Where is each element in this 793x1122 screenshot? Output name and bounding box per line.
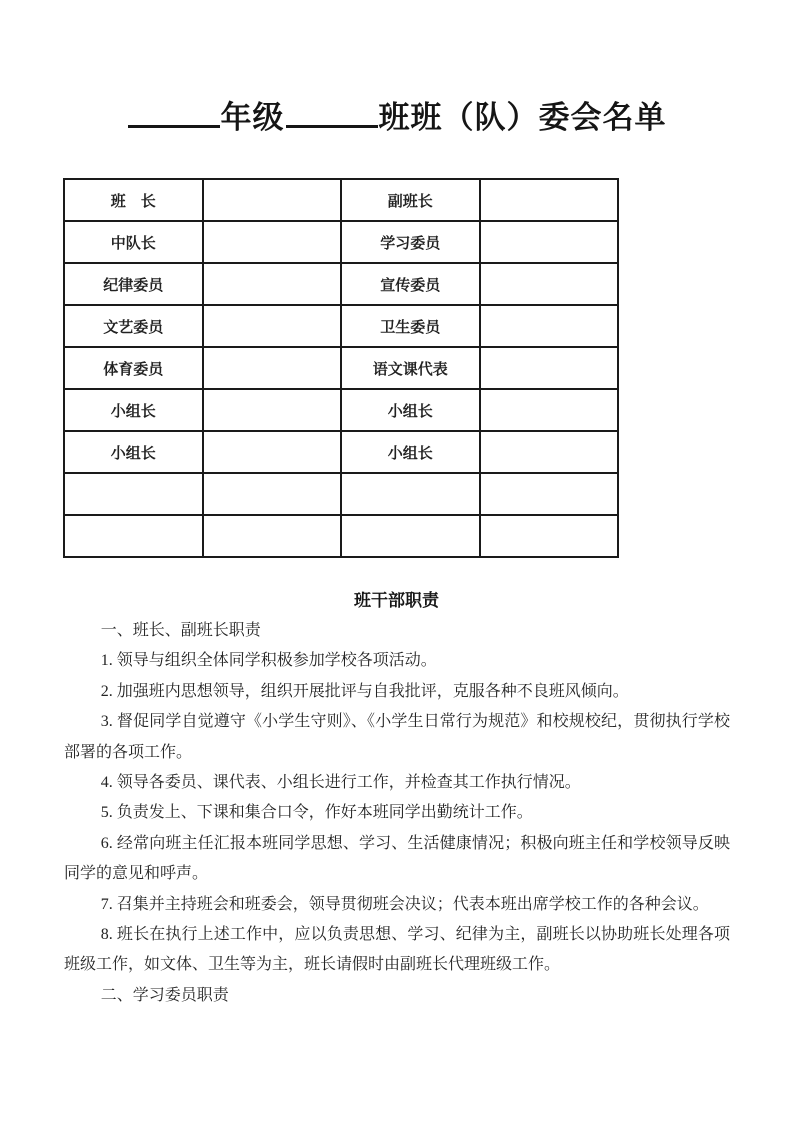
duty-paragraph: 2. 加强班内思想领导，组织开展批评与自我批评，克服各种不良班风倾向。 [100,682,629,700]
name-cell [203,473,342,515]
name-cell [203,431,342,473]
name-cell [203,389,342,431]
grade-blank-underline [128,96,220,128]
name-cell [480,431,619,473]
duty-paragraph: 1. 领导与组织全体同学积极参加学校各项活动。 [100,652,437,670]
name-cell [203,515,342,557]
duties-text-block [64,616,730,1011]
duty-paragraph: 3. 督促同学自觉遵守《小学生守则》、《小学生日常行为规范》和校规校纪，贯彻执行学校部署的各项工作。 [64,713,730,761]
table-row [64,347,618,389]
name-cell [480,515,619,557]
table-row [64,431,618,473]
name-cell [480,347,619,389]
duties-heading: 班干部职责 [354,591,439,610]
table-row [64,305,618,347]
role-cell [64,473,203,515]
role-cell [64,515,203,557]
class-blank-underline [286,96,378,128]
duty-paragraph: 8. 班长在执行上述工作中，应以负责思想、学习、纪律为主，副班长以协助班长处理各项班级工作，如文体、卫生等为主，班长请假时由副班长代理班级工作。 [64,926,730,974]
table-row [64,473,618,515]
name-cell [480,389,619,431]
name-cell [203,221,342,263]
name-cell [480,263,619,305]
table-row [64,263,618,305]
role-cell: 语文课代表 [341,347,480,389]
duty-paragraph: 4. 领导各委员、课代表、小组长进行工作，并检查其工作执行情况。 [100,774,581,792]
role-cell: 学习委员 [341,221,480,263]
role-cell: 小组长 [64,431,203,473]
role-cell: 小组长 [64,389,203,431]
role-cell: 小组长 [341,389,480,431]
duty-paragraph: 6. 经常向班主任汇报本班同学思想、学习、生活健康情况；积极向班主任和学校领导反映同学的意见和呼声。 [64,834,730,883]
role-cell: 宣传委员 [341,263,480,305]
name-cell [480,305,619,347]
committee-roster-table [63,178,619,558]
table-row [64,221,618,263]
role-cell: 体育委员 [64,347,203,389]
role-cell: 卫生委员 [341,305,480,347]
role-cell: 副班长 [341,179,480,221]
name-cell [480,473,619,515]
page-title [0,92,793,137]
table-row [64,179,618,221]
role-cell: 纪律委员 [64,263,203,305]
duty-paragraph: 一、班长、副班长职责 [100,622,261,639]
table-row [64,515,618,557]
name-cell [203,263,342,305]
name-cell [203,347,342,389]
title-rest-label: 班班（队）委会名单 [378,100,667,135]
table-row [64,389,618,431]
duty-paragraph: 二、学习委员职责 [100,986,229,1004]
duty-paragraph: 7. 召集并主持班会和班委会，领导贯彻班会决议；代表本班出席学校工作的各种会议。 [100,895,709,913]
title-grade-label: 年级 [220,100,285,135]
name-cell [480,221,619,263]
name-cell [203,305,342,347]
role-cell: 中队长 [64,221,203,263]
role-cell [341,515,480,557]
role-cell [341,473,480,515]
role-cell: 小组长 [341,431,480,473]
name-cell [203,179,342,221]
role-cell: 班 长 [64,179,203,221]
duty-paragraph: 5. 负责发上、下课和集合口令，作好本班同学出勤统计工作。 [100,804,533,822]
role-cell: 文艺委员 [64,305,203,347]
name-cell [480,179,619,221]
